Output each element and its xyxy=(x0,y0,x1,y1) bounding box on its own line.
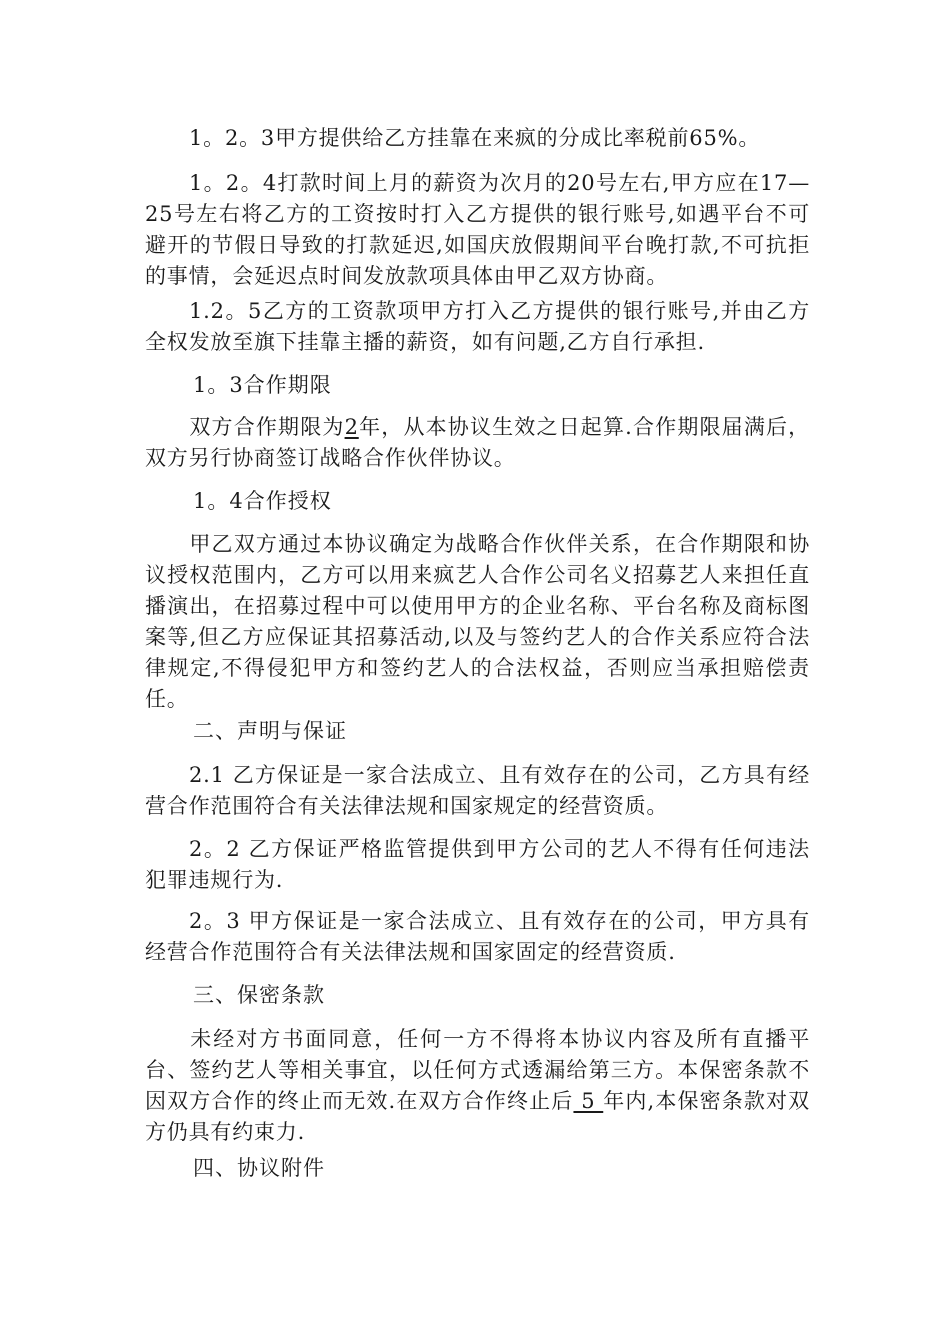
clause-2-1 xyxy=(145,760,810,822)
clause-2-2-text: 2。2 乙方保证严格监管提供到甲方公司的艺人不得有任何违法犯罪违规行为. xyxy=(145,837,810,892)
clause-1-2-5-text: 1.2。5乙方的工资款项甲方打入乙方提供的银行账号,并由乙方全权发放至旗下挂靠主播的薪资，如有问题,乙方自行承担. xyxy=(145,299,810,354)
heading-agreement-attachments: 四、协议附件 xyxy=(193,1156,325,1180)
clause-cooperation-term xyxy=(145,412,810,474)
clause-2-2 xyxy=(145,834,810,896)
authorization-text: 甲乙双方通过本协议确定为战略合作伙伴关系，在合作期限和协议授权范围内，乙方可以用来疯艺人合作公司名义招募艺人来担任直播演出，在招募过程中可以使用甲方的企业名称、平台名称及商标图案等,但乙方应保证其招募活动,以及与签约艺人的合作关系应符合法律规定,不得侵犯甲方和签约艺人的合法权益，否则应当承担赔偿责任。 xyxy=(145,532,810,711)
clause-1-2-3 xyxy=(145,123,810,154)
clause-1-2-4 xyxy=(145,168,810,292)
clause-confidentiality xyxy=(145,1024,810,1148)
heading-cooperation-term: 1。3合作期限 xyxy=(193,373,332,397)
term-text-after: 年，从本协议生效之日起算.合作期限届满后，双方另行协商签订战略合作伙伴协议。 xyxy=(145,415,810,470)
clause-2-3 xyxy=(145,906,810,968)
confidentiality-text-after: 年内,本保密条款对双方仍具有约束力. xyxy=(145,1089,810,1144)
clause-1-2-3-text: 1。2。3甲方提供给乙方挂靠在来疯的分成比率税前65%。 xyxy=(189,126,761,150)
clause-1-2-4-text: 1。2。4打款时间上月的薪资为次月的20号左右,甲方应在17—25号左右将乙方的工资按时打入乙方提供的银行账号,如遇平台不可避开的节假日导致的打款延迟,如国庆放假期间平台晚打款,不可抗拒的事情，会延迟点时间发放款项具体由甲乙双方协商。 xyxy=(145,171,810,288)
term-years-underlined: 2 xyxy=(344,415,359,439)
heading-confidentiality: 三、保密条款 xyxy=(193,983,325,1007)
confidentiality-text-before: 未经对方书面同意，任何一方不得将本协议内容及所有直播平台、签约艺人等相关事宜，以任何方式透漏给第三方。本保密条款不因双方合作的终止而无效.在双方合作终止后 xyxy=(145,1027,810,1113)
confidentiality-years-underlined: 5 xyxy=(573,1089,604,1113)
clause-2-3-text: 2。3 甲方保证是一家合法成立、且有效存在的公司，甲方具有经营合作范围符合有关法律法规和国家固定的经营资质. xyxy=(145,909,810,964)
term-text-before: 双方合作期限为 xyxy=(189,415,345,439)
clause-cooperation-authorization xyxy=(145,529,810,715)
heading-declaration-guarantee: 二、声明与保证 xyxy=(193,719,347,743)
clause-2-1-text: 2.1 乙方保证是一家合法成立、且有效存在的公司，乙方具有经营合作范围符合有关法律法规和国家规定的经营资质。 xyxy=(145,763,810,818)
heading-cooperation-authorization: 1。4合作授权 xyxy=(193,489,332,513)
clause-1-2-5 xyxy=(145,296,810,358)
